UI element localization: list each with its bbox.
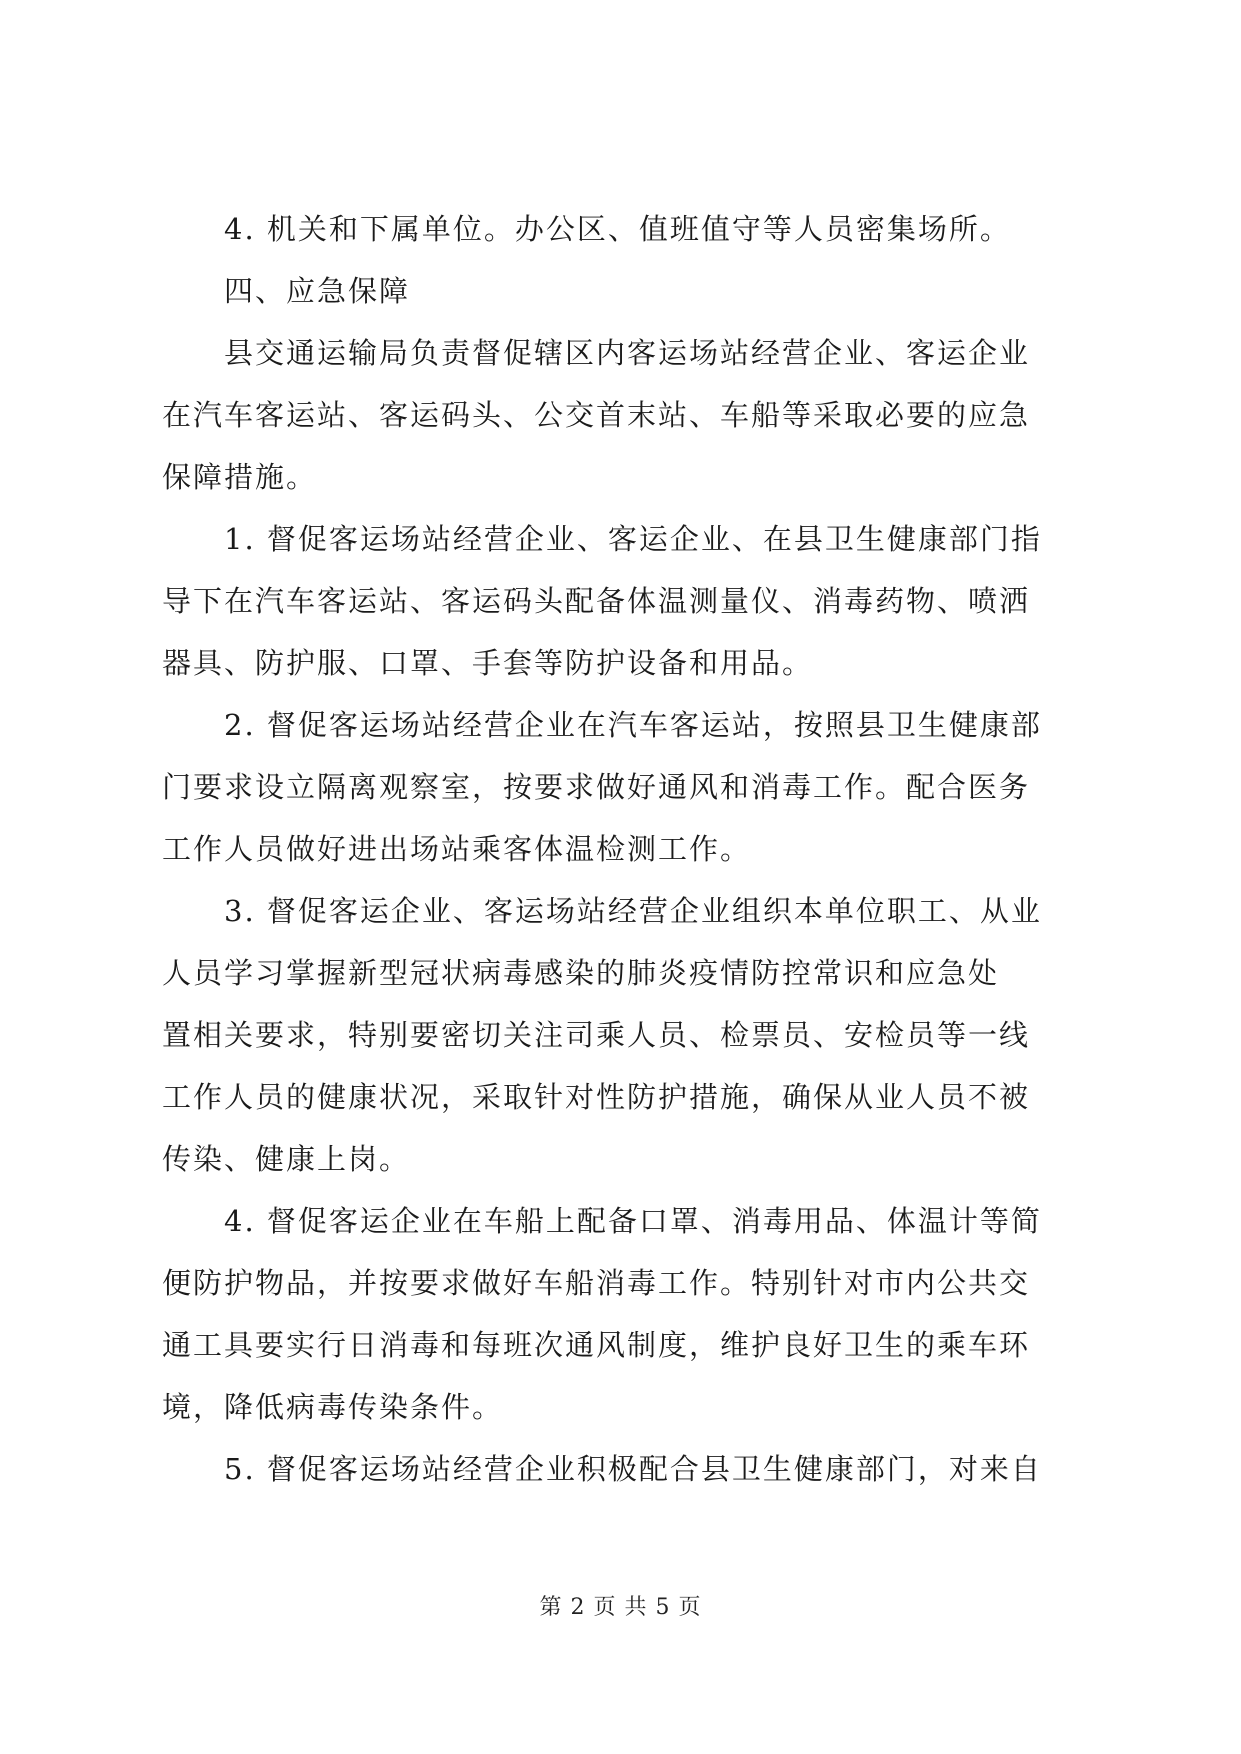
paragraph-item-2: 2. 督促客运场站经营企业在汽车客运站，按照县卫生健康部 门要求设立隔离观察室，按要求做好通风和消毒工作。配合医务 工作人员做好进出场站乘客体温检测工作。 — [162, 708, 1042, 866]
paragraph-intro: 县交通运输局负责督促辖区内客运场站经营企业、客运企业 在汽车客运站、客运码头、公交首末站、车船等采取必要的应急 保障措施。 — [162, 336, 1031, 494]
paragraph-item-4-offices: 4. 机关和下属单位。办公区、值班值守等人员密集场所。 — [224, 212, 1011, 246]
paragraph-item-1: 1. 督促客运场站经营企业、客运企业、在县卫生健康部门指 导下在汽车客运站、客运码头配备体温测量仪、消毒药物、喷洒 器具、防护服、口罩、手套等防护设备和用品。 — [162, 522, 1042, 680]
document-body — [162, 198, 1092, 1500]
section-heading-emergency-support: 四、应急保障 — [224, 274, 411, 308]
paragraph-item-4: 4. 督促客运企业在车船上配备口罩、消毒用品、体温计等简 便防护物品，并按要求做好车船消毒工作。特别针对市内公共交 通工具要实行日消毒和每班次通风制度，维护良好卫生的乘车环 境，降低病毒传染条件。 — [162, 1204, 1042, 1424]
paragraph-item-3: 3. 督促客运企业、客运场站经营企业组织本单位职工、从业 人员学习掌握新型冠状病毒感染的肺炎疫情防控常识和应急处 置相关要求，特别要密切关注司乘人员、检票员、安检员等一线 工作人员的健康状况，采取针对性防护措施，确保从业人员不被 传染、健康上岗。 — [162, 894, 1042, 1176]
page-number-footer: 第 2 页 共 5 页 — [539, 1595, 702, 1620]
paragraph-item-5: 5. 督促客运场站经营企业积极配合县卫生健康部门，对来自 — [224, 1452, 1042, 1486]
